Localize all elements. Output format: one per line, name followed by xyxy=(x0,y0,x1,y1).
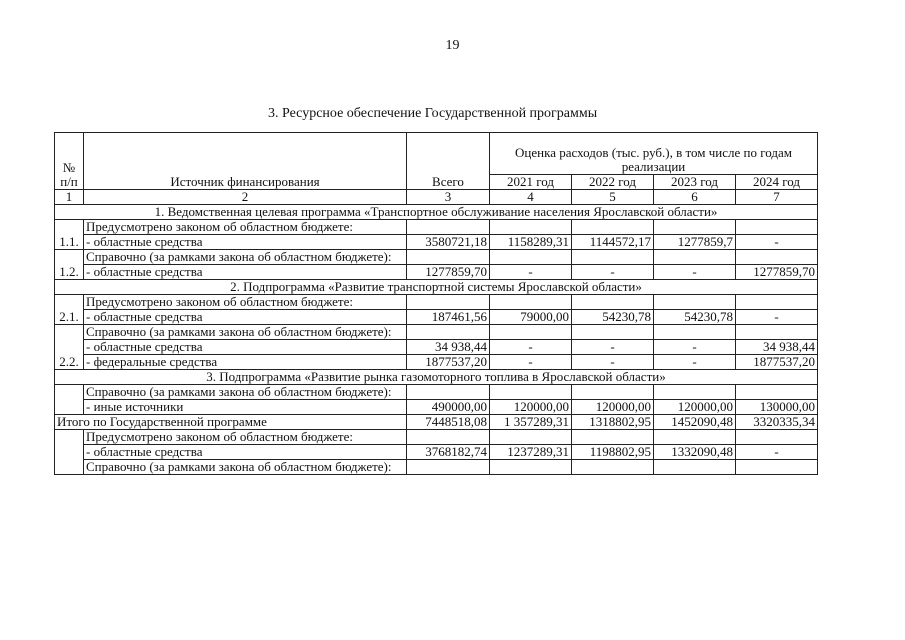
cell-value: 1 357289,31 xyxy=(490,415,572,430)
table-row xyxy=(55,340,818,355)
table-row xyxy=(55,265,818,280)
header-year: 2023 год xyxy=(654,175,736,190)
section-row xyxy=(55,280,818,295)
row-label: - областные средства xyxy=(84,445,407,460)
header-total: Всего xyxy=(407,133,490,190)
cell-value: - xyxy=(654,340,736,355)
row-label: Предусмотрено законом об областном бюджете: xyxy=(84,430,407,445)
cell-value: - xyxy=(490,355,572,370)
row-label: - областные средства xyxy=(84,340,407,355)
column-number: 4 xyxy=(490,190,572,205)
row-label: - иные источники xyxy=(84,400,407,415)
cell-value: 1877537,20 xyxy=(736,355,818,370)
cell-value: 3768182,74 xyxy=(407,445,490,460)
document-title: 3. Ресурсное обеспечение Государственной программы xyxy=(268,106,598,121)
table-row xyxy=(55,325,818,340)
cell-value: 7448518,08 xyxy=(407,415,490,430)
cell-value: - xyxy=(654,265,736,280)
cell-value: 1452090,48 xyxy=(654,415,736,430)
resource-table xyxy=(54,132,818,475)
header-year: 2022 год xyxy=(572,175,654,190)
cell-value: - xyxy=(736,445,818,460)
row-label: Справочно (за рамками закона об областном бюджете): xyxy=(84,250,407,265)
cell-value: 1158289,31 xyxy=(490,235,572,250)
cell-value: 54230,78 xyxy=(654,310,736,325)
cell-value: - xyxy=(736,310,818,325)
cell-value: 187461,56 xyxy=(407,310,490,325)
section-row xyxy=(55,205,818,220)
total-label: Итого по Государственной программе xyxy=(55,415,407,430)
section-title: 1. Ведомственная целевая программа «Транспортное обслуживание населения Ярославской области» xyxy=(55,205,818,220)
cell-value: - xyxy=(572,355,654,370)
cell-value: 54230,78 xyxy=(572,310,654,325)
cell-value: 1237289,31 xyxy=(490,445,572,460)
row-label: Справочно (за рамками закона об областном бюджете): xyxy=(84,325,407,340)
column-number: 3 xyxy=(407,190,490,205)
cell-value: 1277859,7 xyxy=(654,235,736,250)
cell-value: 1277859,70 xyxy=(736,265,818,280)
table-row xyxy=(55,295,818,310)
total-row xyxy=(55,415,818,430)
row-number: 1.1. xyxy=(55,220,84,250)
row-label: - областные средства xyxy=(84,235,407,250)
cell-value: - xyxy=(654,355,736,370)
table-row xyxy=(55,430,818,445)
cell-value: 1332090,48 xyxy=(654,445,736,460)
cell-value: 3320335,34 xyxy=(736,415,818,430)
cell-value: 1198802,95 xyxy=(572,445,654,460)
column-number: 2 xyxy=(84,190,407,205)
header-estimate: Оценка расходов (тыс. руб.), в том числе по годам реализации xyxy=(490,133,818,175)
table-row xyxy=(55,355,818,370)
header-num: № п/п xyxy=(55,133,84,190)
cell-value: - xyxy=(572,265,654,280)
column-number: 1 xyxy=(55,190,84,205)
cell-value: 120000,00 xyxy=(572,400,654,415)
cell-value: 34 938,44 xyxy=(736,340,818,355)
column-number: 6 xyxy=(654,190,736,205)
cell-value: 120000,00 xyxy=(490,400,572,415)
header-year: 2021 год xyxy=(490,175,572,190)
cell-value: - xyxy=(736,235,818,250)
header-year: 2024 год xyxy=(736,175,818,190)
cell-value: 1877537,20 xyxy=(407,355,490,370)
column-number: 7 xyxy=(736,190,818,205)
row-label: - областные средства xyxy=(84,310,407,325)
cell-value: 130000,00 xyxy=(736,400,818,415)
table-row xyxy=(55,400,818,415)
row-label: Справочно (за рамками закона об областном бюджете): xyxy=(84,385,407,400)
header-source: Источник финансирования xyxy=(84,133,407,190)
table-row xyxy=(55,310,818,325)
cell-value: 79000,00 xyxy=(490,310,572,325)
cell-value: 120000,00 xyxy=(654,400,736,415)
table-row xyxy=(55,220,818,235)
cell-value: 490000,00 xyxy=(407,400,490,415)
cell-value: 1318802,95 xyxy=(572,415,654,430)
row-label: - областные средства xyxy=(84,265,407,280)
row-label: Предусмотрено законом об областном бюджете: xyxy=(84,295,407,310)
column-number: 5 xyxy=(572,190,654,205)
table-row xyxy=(55,235,818,250)
row-label: Предусмотрено законом об областном бюджете: xyxy=(84,220,407,235)
table-row xyxy=(55,460,818,475)
page-number: 19 xyxy=(445,38,460,53)
row-label: Справочно (за рамками закона об областном бюджете): xyxy=(84,460,407,475)
table-row xyxy=(55,385,818,400)
section-title: 3. Подпрограмма «Развитие рынка газомоторного топлива в Ярославской области» xyxy=(55,370,818,385)
cell-value: 1277859,70 xyxy=(407,265,490,280)
cell-value: 1144572,17 xyxy=(572,235,654,250)
cell-value: 3580721,18 xyxy=(407,235,490,250)
column-numbers-row xyxy=(55,190,818,205)
cell-value: - xyxy=(572,340,654,355)
cell-value: 34 938,44 xyxy=(407,340,490,355)
table-header-row xyxy=(55,133,818,175)
table-row xyxy=(55,250,818,265)
row-number: 2.2. xyxy=(55,325,84,370)
cell-value: - xyxy=(490,265,572,280)
cell-value: - xyxy=(490,340,572,355)
section-row xyxy=(55,370,818,385)
section-title: 2. Подпрограмма «Развитие транспортной системы Ярославской области» xyxy=(55,280,818,295)
table-row xyxy=(55,445,818,460)
row-label: - федеральные средства xyxy=(84,355,407,370)
row-number: 2.1. xyxy=(55,295,84,325)
row-number: 1.2. xyxy=(55,250,84,280)
